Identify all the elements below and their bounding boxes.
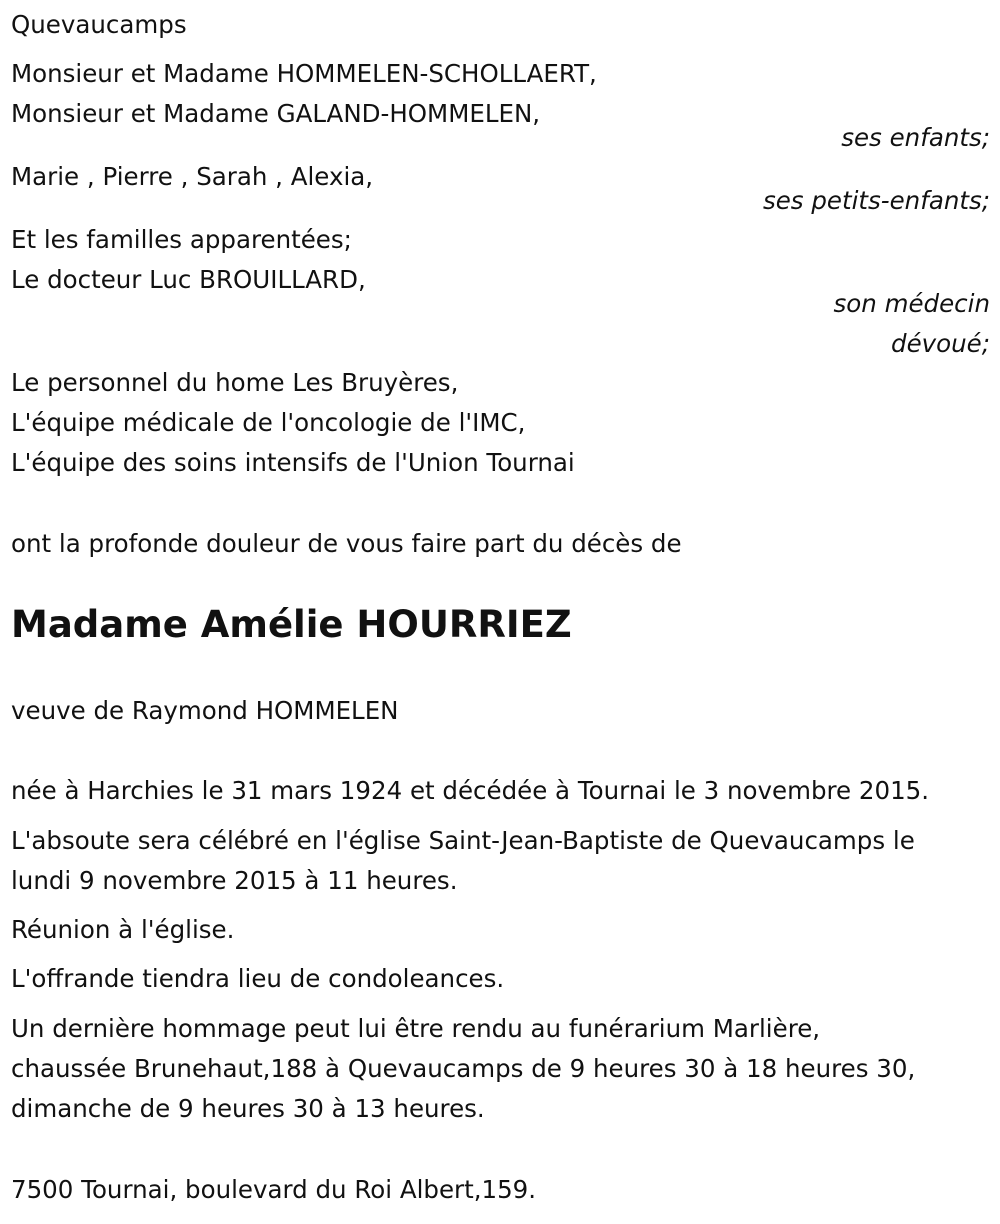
ceremony-line-2: lundi 9 novembre 2015 à 11 heures. <box>11 866 458 895</box>
children-line-2: Monsieur et Madame GALAND-HOMMELEN, <box>11 99 541 128</box>
staff-line-2: L'équipe médicale de l'oncologie de l'IMC, <box>11 408 526 437</box>
tribute-line-3: dimanche de 9 heures 30 à 13 heures. <box>11 1094 485 1123</box>
meeting-line: Réunion à l'église. <box>11 915 235 944</box>
tribute-line-1: Un dernière hommage peut lui être rendu au funérarium Marlière, <box>11 1014 821 1043</box>
children-line-1: Monsieur et Madame HOMMELEN-SCHOLLAERT, <box>11 59 597 88</box>
grandchildren-names: Marie , Pierre , Sarah , Alexia, <box>11 162 374 191</box>
doctor-role-line-1: son médecin <box>833 289 990 318</box>
staff-line-1: Le personnel du home Les Bruyères, <box>11 368 459 397</box>
doctor-line: Le docteur Luc BROUILLARD, <box>11 265 366 294</box>
widow-of-line: veuve de Raymond HOMMELEN <box>11 696 399 725</box>
address-line: 7500 Tournai, boulevard du Roi Albert,159. <box>11 1175 537 1204</box>
ceremony-line-1: L'absoute sera célébré en l'église Saint-Jean-Baptiste de Quevaucamps le <box>11 826 915 855</box>
announcement-text: ont la profonde douleur de vous faire part du décès de <box>11 529 682 558</box>
tribute-line-2: chaussée Brunehaut,188 à Quevaucamps de 9 heures 30 à 18 heures 30, <box>11 1054 916 1083</box>
children-role: ses enfants; <box>841 123 990 152</box>
birth-death-line: née à Harchies le 31 mars 1924 et décédée à Tournai le 3 novembre 2015. <box>11 776 930 805</box>
place-name: Quevaucamps <box>11 10 187 39</box>
grandchildren-role: ses petits-enfants; <box>762 186 990 215</box>
families-line: Et les familles apparentées; <box>11 225 352 254</box>
doctor-role-line-2: dévoué; <box>891 329 990 358</box>
deceased-name: Madame Amélie HOURRIEZ <box>11 603 572 646</box>
staff-line-3: L'équipe des soins intensifs de l'Union Tournai <box>11 448 575 477</box>
offering-line: L'offrande tiendra lieu de condoleances. <box>11 964 505 993</box>
